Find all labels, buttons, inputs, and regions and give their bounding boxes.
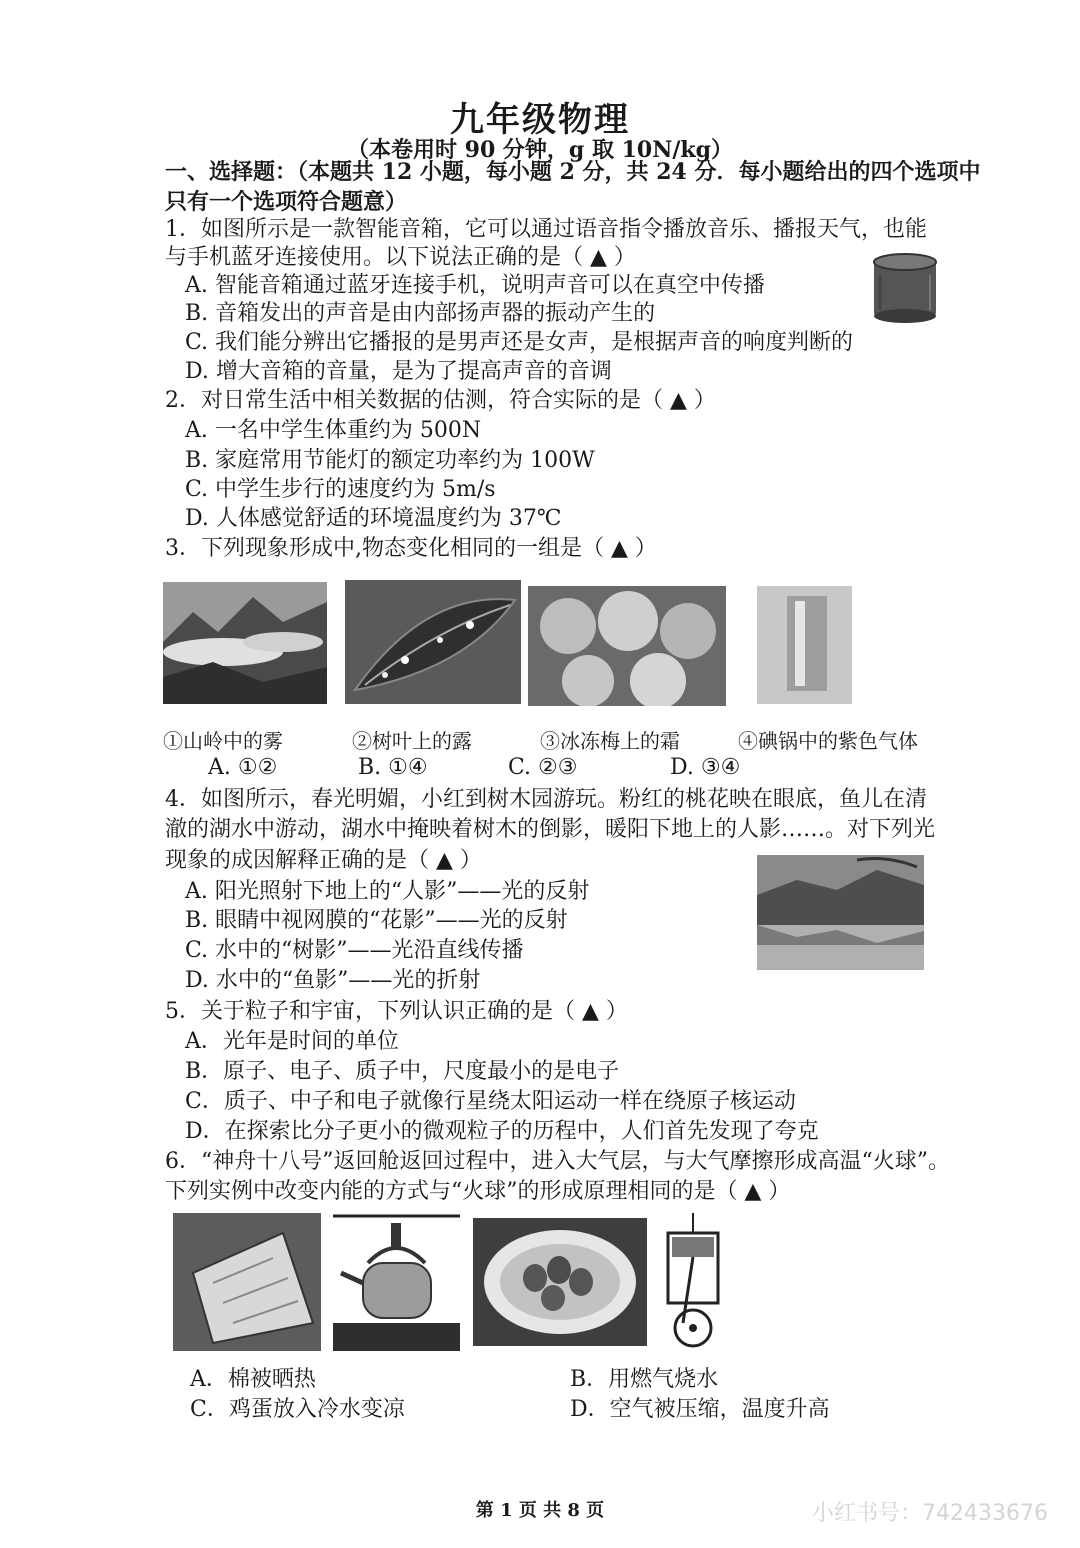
q4-option-c: C. 水中的“树影”——光沿直线传播 bbox=[185, 938, 524, 963]
q1-stem: 1．如图所示是一款智能音箱，它可以通过语音指令播放音乐、播报天气，也能 bbox=[165, 217, 927, 242]
q3-stem: 3．下列现象形成中,物态变化相同的一组是（ ▲ ） bbox=[165, 536, 657, 561]
q1-stem-cont: 与手机蓝牙连接使用。以下说法正确的是（ ▲ ） bbox=[165, 245, 636, 270]
watermark: 小红书号：742433676 bbox=[812, 1501, 1048, 1526]
q2-option-c: C. 中学生步行的速度约为 5m/s bbox=[185, 477, 496, 502]
q3-caption-3: ③冰冻梅上的霜 bbox=[540, 729, 680, 753]
quilt-sunning-photo bbox=[173, 1213, 321, 1351]
q2-option-b: B. 家庭常用节能灯的额定功率约为 100W bbox=[185, 448, 595, 473]
q6-stem-cont: 下列实例中改变内能的方式与“火球”的形成原理相同的是（ ▲ ） bbox=[165, 1179, 791, 1204]
q3-option-d: D. ③④ bbox=[670, 755, 741, 780]
q6-stem: 6．“神舟十八号”返回舱返回过程中，进入大气层，与大气摩擦形成高温“火球”。 bbox=[165, 1149, 950, 1174]
frost-plum-photo bbox=[528, 586, 726, 706]
mountain-fog-photo bbox=[163, 582, 327, 704]
q3-option-a: A. ①② bbox=[208, 755, 278, 780]
compressed-air-cylinder-diagram bbox=[658, 1213, 732, 1353]
page-number: 第 1 页 共 8 页 bbox=[475, 1500, 605, 1521]
q4-option-d: D. 水中的“鱼影”——光的折射 bbox=[185, 968, 481, 993]
q5-stem: 5．关于粒子和宇宙，下列认识正确的是（ ▲ ） bbox=[165, 999, 628, 1024]
q3-option-c: C. ②③ bbox=[508, 755, 578, 780]
page-title: 九年级物理 bbox=[450, 100, 630, 140]
q5-option-c: C．质子、中子和电子就像行星绕太阳运动一样在绕原子核运动 bbox=[185, 1089, 796, 1114]
q4-stem-cont2: 现象的成因解释正确的是（ ▲ ） bbox=[165, 848, 482, 873]
q6-option-a: A．棉被晒热 bbox=[190, 1367, 316, 1392]
q4-stem-cont1: 澈的湖水中游动，湖水中掩映着树木的倒影，暖阳下地上的人影……。对下列光 bbox=[165, 817, 936, 842]
q2-option-d: D. 人体感觉舒适的环境温度约为 37℃ bbox=[185, 506, 562, 531]
q3-option-b: B. ①④ bbox=[358, 755, 428, 780]
q6-option-c: C．鸡蛋放入冷水变凉 bbox=[190, 1397, 405, 1422]
q5-option-b: B．原子、电子、质子中，尺度最小的是电子 bbox=[185, 1059, 620, 1084]
q1-option-c: C. 我们能分辨出它播报的是男声还是女声，是根据声音的响度判断的 bbox=[185, 330, 854, 355]
q3-caption-2: ②树叶上的露 bbox=[352, 729, 472, 753]
leaf-dew-photo bbox=[345, 580, 521, 704]
q5-option-a: A．光年是时间的单位 bbox=[185, 1029, 399, 1054]
q5-option-d: D．在探索比分子更小的微观粒子的历程中，人们首先发现了夸克 bbox=[185, 1119, 819, 1144]
smart-speaker-image bbox=[870, 250, 940, 325]
q4-option-b: B. 眼睛中视网膜的“花影”——光的反射 bbox=[185, 908, 568, 933]
q2-stem: 2．对日常生活中相关数据的估测，符合实际的是（ ▲ ） bbox=[165, 388, 716, 413]
q1-option-d: D. 增大音箱的音量，是为了提高声音的音调 bbox=[185, 359, 612, 384]
q3-caption-1: ①山岭中的雾 bbox=[163, 729, 283, 753]
section-heading: 一、选择题：（本题共 12 小题，每小题 2 分，共 24 分．每小题给出的四个选项中 bbox=[165, 159, 981, 185]
q6-option-b: B．用燃气烧水 bbox=[570, 1367, 719, 1392]
q3-caption-4: ④碘锅中的紫色气体 bbox=[738, 729, 918, 753]
q1-option-b: B. 音箱发出的声音是由内部扬声器的振动产生的 bbox=[185, 301, 656, 326]
q1-option-a: A. 智能音箱通过蓝牙连接手机，说明声音可以在真空中传播 bbox=[185, 273, 765, 298]
lake-scenery-photo bbox=[757, 855, 924, 970]
page-subtitle: （本卷用时 90 分钟，g 取 10N/kg） bbox=[346, 137, 734, 163]
q2-option-a: A. 一名中学生体重约为 500N bbox=[185, 418, 482, 443]
q4-stem: 4．如图所示，春光明媚，小红到树木园游玩。粉红的桃花映在眼底，鱼儿在清 bbox=[165, 787, 927, 812]
gas-kettle-photo bbox=[333, 1213, 460, 1351]
eggs-in-water-photo bbox=[473, 1218, 647, 1346]
iodine-vapor-photo bbox=[757, 586, 852, 704]
section-heading-cont: 只有一个选项符合题意） bbox=[165, 189, 408, 215]
q4-option-a: A. 阳光照射下地上的“人影”——光的反射 bbox=[185, 879, 590, 904]
q6-option-d: D．空气被压缩，温度升高 bbox=[570, 1397, 830, 1422]
